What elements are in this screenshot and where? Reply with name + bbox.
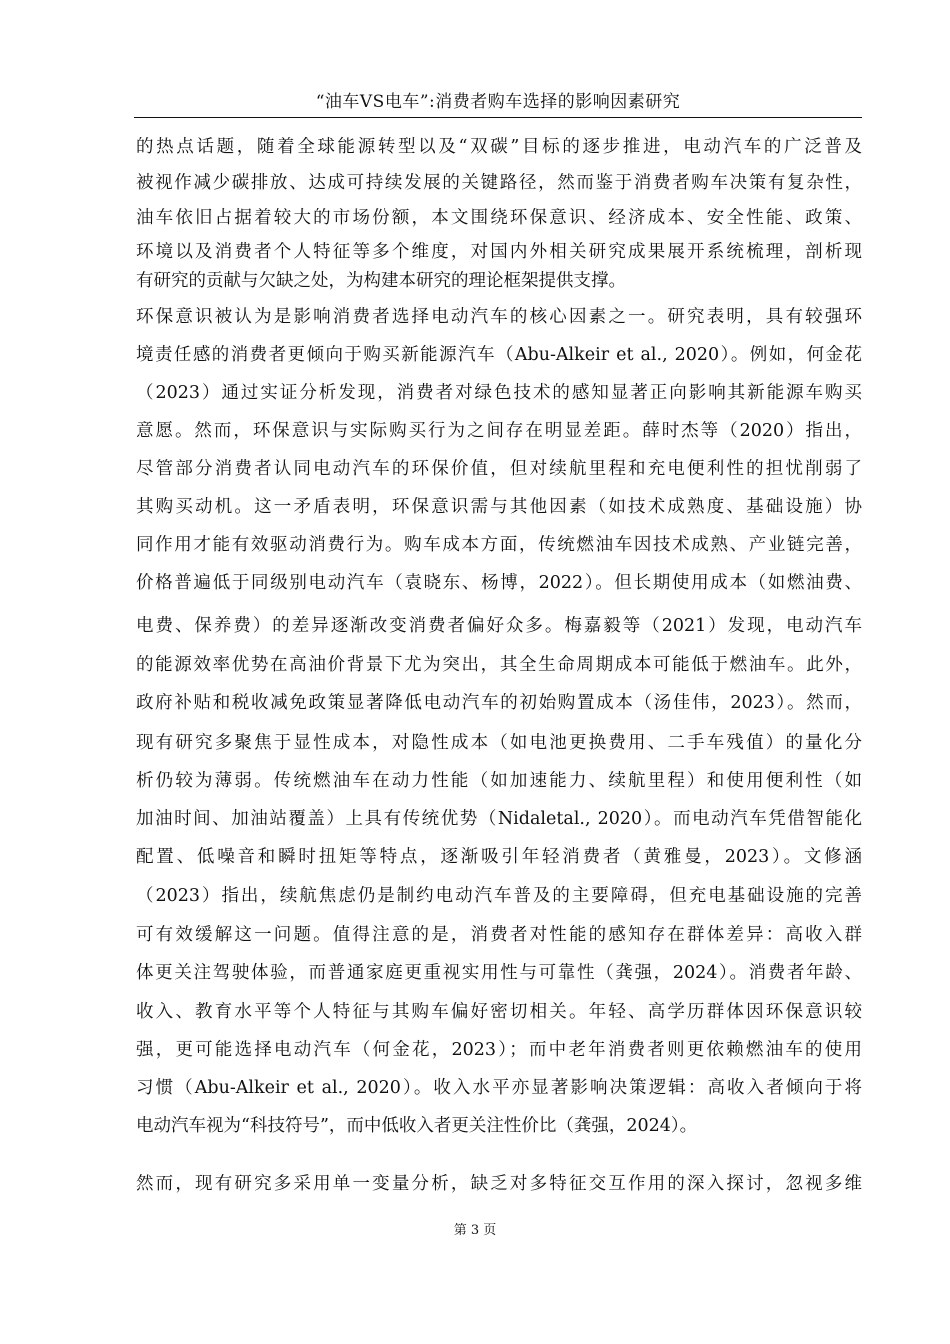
text-line: 被视作减少碳排放、达成可持续发展的关键路径，然而鉴于消费者购车决策有复杂性， [136, 173, 862, 193]
text-line: 的热点话题，随着全球能源转型以及“双碳”目标的逐步推进，电动汽车的广泛普及 [136, 137, 862, 157]
header-rule [134, 117, 862, 118]
text-line: 现有研究多聚焦于显性成本，对隐性成本（如电池更换费用、二手车残值）的量化分 [136, 733, 862, 753]
text-line: 电费、保养费）的差异逐渐改变消费者偏好众多。梅嘉毅等（2021）发现，电动汽车 [136, 616, 862, 636]
text-line: 其购买动机。这一矛盾表明，环保意识需与其他因素（如技术成熟度、基础设施）协 [136, 497, 862, 517]
text-line: 收入、教育水平等个人特征与其购车偏好密切相关。年轻、高学历群体因环保意识较 [136, 1002, 862, 1022]
text-line: 析仍较为薄弱。传统燃油车在动力性能（如加速能力、续航里程）和使用便利性（如 [136, 771, 862, 791]
text-line: 尽管部分消费者认同电动汽车的环保价值，但对续航里程和充电便利性的担忧削弱了 [136, 459, 862, 479]
text-line: 配置、低噪音和瞬时扭矩等特点，逐渐吸引年轻消费者（黄雅曼，2023）。文修涵 [136, 847, 862, 867]
text-line: 可有效缓解这一问题。值得注意的是，消费者对性能的感知存在群体差异：高收入群 [136, 925, 862, 945]
text-line: 环保意识被认为是影响消费者选择电动汽车的核心因素之一。研究表明，具有较强环 [136, 307, 862, 327]
text-line: 政府补贴和税收减免政策显著降低电动汽车的初始购置成本（汤佳伟，2023）。然而， [136, 693, 862, 713]
text-line: （2023）通过实证分析发现，消费者对绿色技术的感知显著正向影响其新能源车购买 [136, 383, 862, 403]
text-line: 有研究的贡献与欠缺之处，为构建本研究的理论框架提供支撑。 [136, 271, 626, 291]
text-line: 油车依旧占据着较大的市场份额，本文围绕环保意识、经济成本、安全性能、政策、 [136, 208, 862, 228]
text-line: 强，更可能选择电动汽车（何金花，2023）；而中老年消费者则更依赖燃油车的使用 [136, 1040, 862, 1060]
text-line: 的能源效率优势在高油价背景下尤为突出，其全生命周期成本可能低于燃油车。此外， [136, 655, 862, 675]
text-line: 境责任感的消费者更倾向于购买新能源汽车（Abu-Alkeir et al., 2020）。例如，何金花 [136, 345, 862, 365]
text-line: 价格普遍低于同级别电动汽车（袁晓东、杨博，2022）。但长期使用成本（如燃油费、 [136, 573, 862, 593]
text-line: 体更关注驾驶体验，而普通家庭更重视实用性与可靠性（龚强，2024）。消费者年龄、 [136, 963, 862, 983]
running-header-title: “油车VS电车”:消费者购车选择的影响因素研究 [315, 92, 681, 112]
page-number: 第 3 页 [453, 1223, 497, 1238]
text-line: （2023）指出，续航焦虑仍是制约电动汽车普及的主要障碍，但充电基础设施的完善 [136, 886, 862, 906]
text-line: 然而，现有研究多采用单一变量分析，缺乏对多特征交互作用的深入探讨，忽视多维 [136, 1174, 862, 1194]
text-line: 电动汽车视为“科技符号”，而中低收入者更关注性价比（龚强，2024）。 [136, 1116, 698, 1136]
text-line: 同作用才能有效驱动消费行为。购车成本方面，传统燃油车因技术成熟、产业链完善， [136, 535, 862, 555]
text-line: 环境以及消费者个人特征等多个维度，对国内外相关研究成果展开系统梳理，剖析现 [136, 242, 862, 262]
text-line: 习惯（Abu-Alkeir et al., 2020）。收入水平亦显著影响决策逻辑：高收入者倾向于将 [136, 1078, 862, 1098]
text-line: 加油时间、加油站覆盖）上具有传统优势（Nidaletal., 2020）。而电动汽车凭借智能化 [136, 809, 862, 829]
text-line: 意愿。然而，环保意识与实际购买行为之间存在明显差距。薛时杰等（2020）指出， [136, 421, 862, 441]
